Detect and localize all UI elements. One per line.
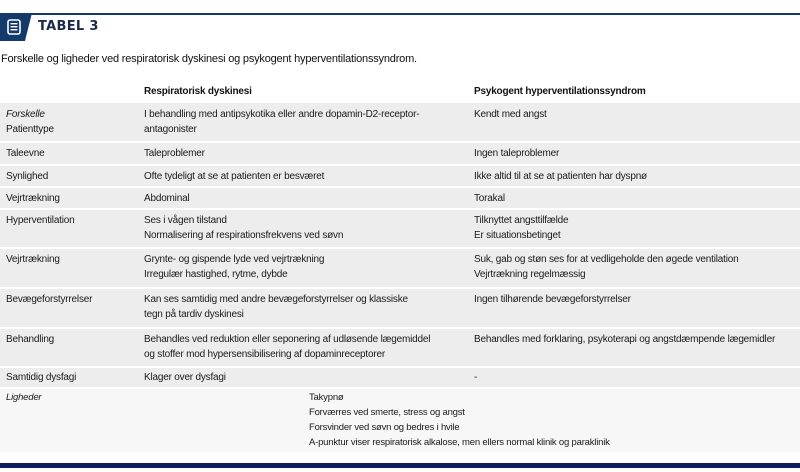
cell-text: Suk, gab og støn ses for at vedligeholde den øgede ventilation bbox=[474, 254, 739, 265]
column-header-psychogenic-hyperventilation: Psykogent hyperventilationssyndrom bbox=[474, 86, 646, 97]
cell-text: tegn på tardiv dyskinesi bbox=[144, 309, 244, 320]
table-badge bbox=[0, 13, 32, 41]
table-title: TABEL 3 bbox=[38, 19, 99, 34]
table-header-row bbox=[0, 80, 800, 103]
document-list-icon bbox=[7, 19, 21, 35]
top-rule bbox=[0, 13, 800, 15]
table-row bbox=[0, 143, 800, 164]
cell-text: og stoffer mod hypersensibilisering af dopaminreceptorer bbox=[144, 349, 385, 360]
table-row bbox=[0, 329, 800, 366]
row-label: Taleevne bbox=[6, 148, 45, 159]
cell-text: Irregulær hastighed, rytme, dybde bbox=[144, 269, 288, 280]
row-label: Hyperventilation bbox=[6, 215, 75, 226]
row-label: Behandling bbox=[6, 334, 55, 345]
cell-text: antagonister bbox=[144, 124, 197, 135]
row-label: Synlighed bbox=[6, 171, 49, 182]
cell-text: Torakal bbox=[474, 193, 505, 204]
cell-text: I behandling med antipsykotika eller andre dopamin-D2-receptor- bbox=[144, 109, 420, 120]
cell-text: - bbox=[474, 372, 478, 383]
row-label: Bevægeforstyrrelser bbox=[6, 294, 93, 305]
row-label: Vejrtrækning bbox=[6, 193, 60, 204]
similarities-row bbox=[0, 389, 800, 452]
cell-text: Grynte- og gispende lyde ved vejrtrækning bbox=[144, 254, 325, 265]
column-header-respiratory-dyskinesia: Respiratorisk dyskinesi bbox=[144, 86, 252, 97]
bottom-rule bbox=[0, 463, 800, 468]
cell-text: Kendt med angst bbox=[474, 109, 547, 120]
row-label: Vejrtrækning bbox=[6, 254, 60, 265]
cell-text: Behandles med forklaring, psykoterapi og angstdæmpende lægemidler bbox=[474, 334, 776, 345]
table-row bbox=[0, 249, 800, 287]
cell-text: Tilknyttet angsttilfælde bbox=[474, 215, 569, 226]
cell-text: Er situationsbetinget bbox=[474, 230, 561, 241]
cell-text: Taleproblemer bbox=[144, 148, 205, 159]
cell-text: Ofte tydeligt at se at patienten er besværet bbox=[144, 171, 325, 182]
row-label: Samtidig dysfagi bbox=[6, 372, 77, 383]
table-row bbox=[0, 368, 800, 387]
similarities-label: Ligheder bbox=[6, 392, 42, 403]
differences-label: Forskelle bbox=[6, 109, 45, 120]
cell-text: Ikke altid til at se at patienten har dyspnø bbox=[474, 171, 647, 182]
similarity-item: Forsvinder ved søvn og bedres i hvile bbox=[309, 422, 460, 433]
table-row bbox=[0, 289, 800, 327]
cell-text: Vejrtrækning regelmæssig bbox=[474, 269, 586, 280]
similarity-item: Forværres ved smerte, stress og angst bbox=[309, 407, 465, 418]
table-caption: Forskelle og ligheder ved respiratorisk dyskinesi og psykogent hyperventilationssyndrom. bbox=[1, 53, 417, 65]
cell-text: Abdominal bbox=[144, 193, 190, 204]
cell-text: Normalisering af respirationsfrekvens ved søvn bbox=[144, 230, 344, 241]
similarity-item: A-punktur viser respiratorisk alkalose, men ellers normal klinik og paraklinik bbox=[309, 437, 610, 448]
row-label: Patienttype bbox=[6, 124, 54, 135]
table-row bbox=[0, 188, 800, 208]
cell-text: Ingen taleproblemer bbox=[474, 148, 560, 159]
table-row bbox=[0, 166, 800, 186]
table-row bbox=[0, 210, 800, 247]
cell-text: Ses i vågen tilstand bbox=[144, 215, 227, 226]
similarity-item: Takypnø bbox=[309, 392, 344, 403]
cell-text: Kan ses samtidig med andre bevægeforstyrrelser og klassiske bbox=[144, 294, 408, 305]
cell-text: Behandles ved reduktion eller seponering af udløsende lægemiddel bbox=[144, 334, 431, 345]
cell-text: Ingen tilhørende bevægeforstyrrelser bbox=[474, 294, 631, 305]
cell-text: Klager over dysfagi bbox=[144, 372, 226, 383]
table-row bbox=[0, 103, 800, 141]
